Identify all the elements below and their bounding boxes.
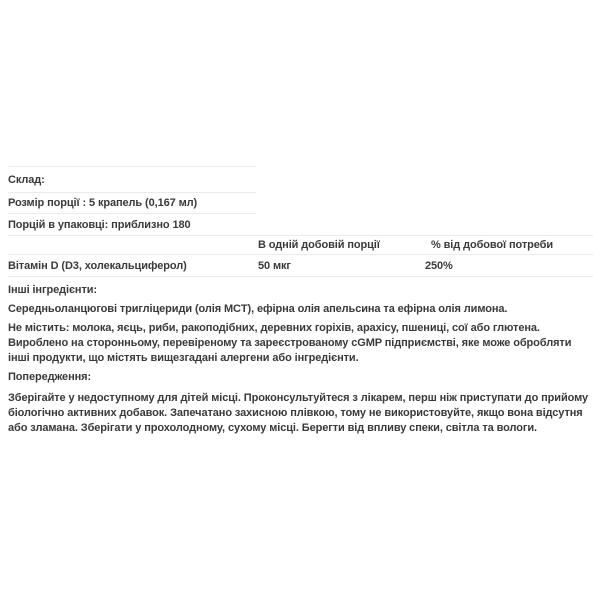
composition-heading: Склад: [8,173,45,186]
serving-info-list [8,166,256,235]
amount-per-serving-header: В одній добовій порції [258,239,380,251]
ingredient-amount: 50 мкг [258,259,291,272]
does-not-contain-text: Не містить: молока, яєць, риби, ракоподібних, деревних горіхів, арахісу, пшениці, сої або глютена. [8,322,540,334]
warnings-heading: Попередження: [8,371,92,383]
ingredient-daily-value: 250% [425,259,453,272]
table-row-vitamin-d [8,255,593,277]
nutrition-facts-table [8,235,593,277]
ingredient-name: Вітамін D (D3, холекальциферол) [8,259,187,272]
serving-size-row [8,193,256,214]
serving-size-text: Розмір порції : 5 крапель (0,167 мл) [8,197,198,209]
daily-value-header: % від добової потреби [431,239,554,251]
composition-row [8,167,256,193]
warnings-text: Зберігайте у недоступному для дітей місці. Проконсультуйтеся з лікарем, перш ніж приступати до прийому біологічно активних добавок. Запечатано захисною плівкою, тому не використовуйте, якщо вона відсутня або зламана. Зберігати у прохолодному, сухому місці. Берегти від впливу спеки, світла та вологи. [8,392,589,434]
servings-per-container-row [8,214,256,235]
label-content [0,166,600,436]
allergen-info [8,321,593,366]
other-ingredients-heading: Інші інгредієнти: [8,284,97,296]
servings-per-container-text: Порцій в упаковці: приблизно 180 [8,218,191,231]
other-ingredients-text: Середньоланцюгові тригліцериди (олія MCT), ефірна олія апельсина та ефірна олія лимона. [8,303,508,315]
facility-note-text: Вироблено на сторонньому, перевіреному та зареєстрованому cGMP підприємстві, яке може обробляти інші продукти, що містять вищезгадані алергени або інгредієнти. [8,337,572,364]
table-header-row [8,236,593,255]
